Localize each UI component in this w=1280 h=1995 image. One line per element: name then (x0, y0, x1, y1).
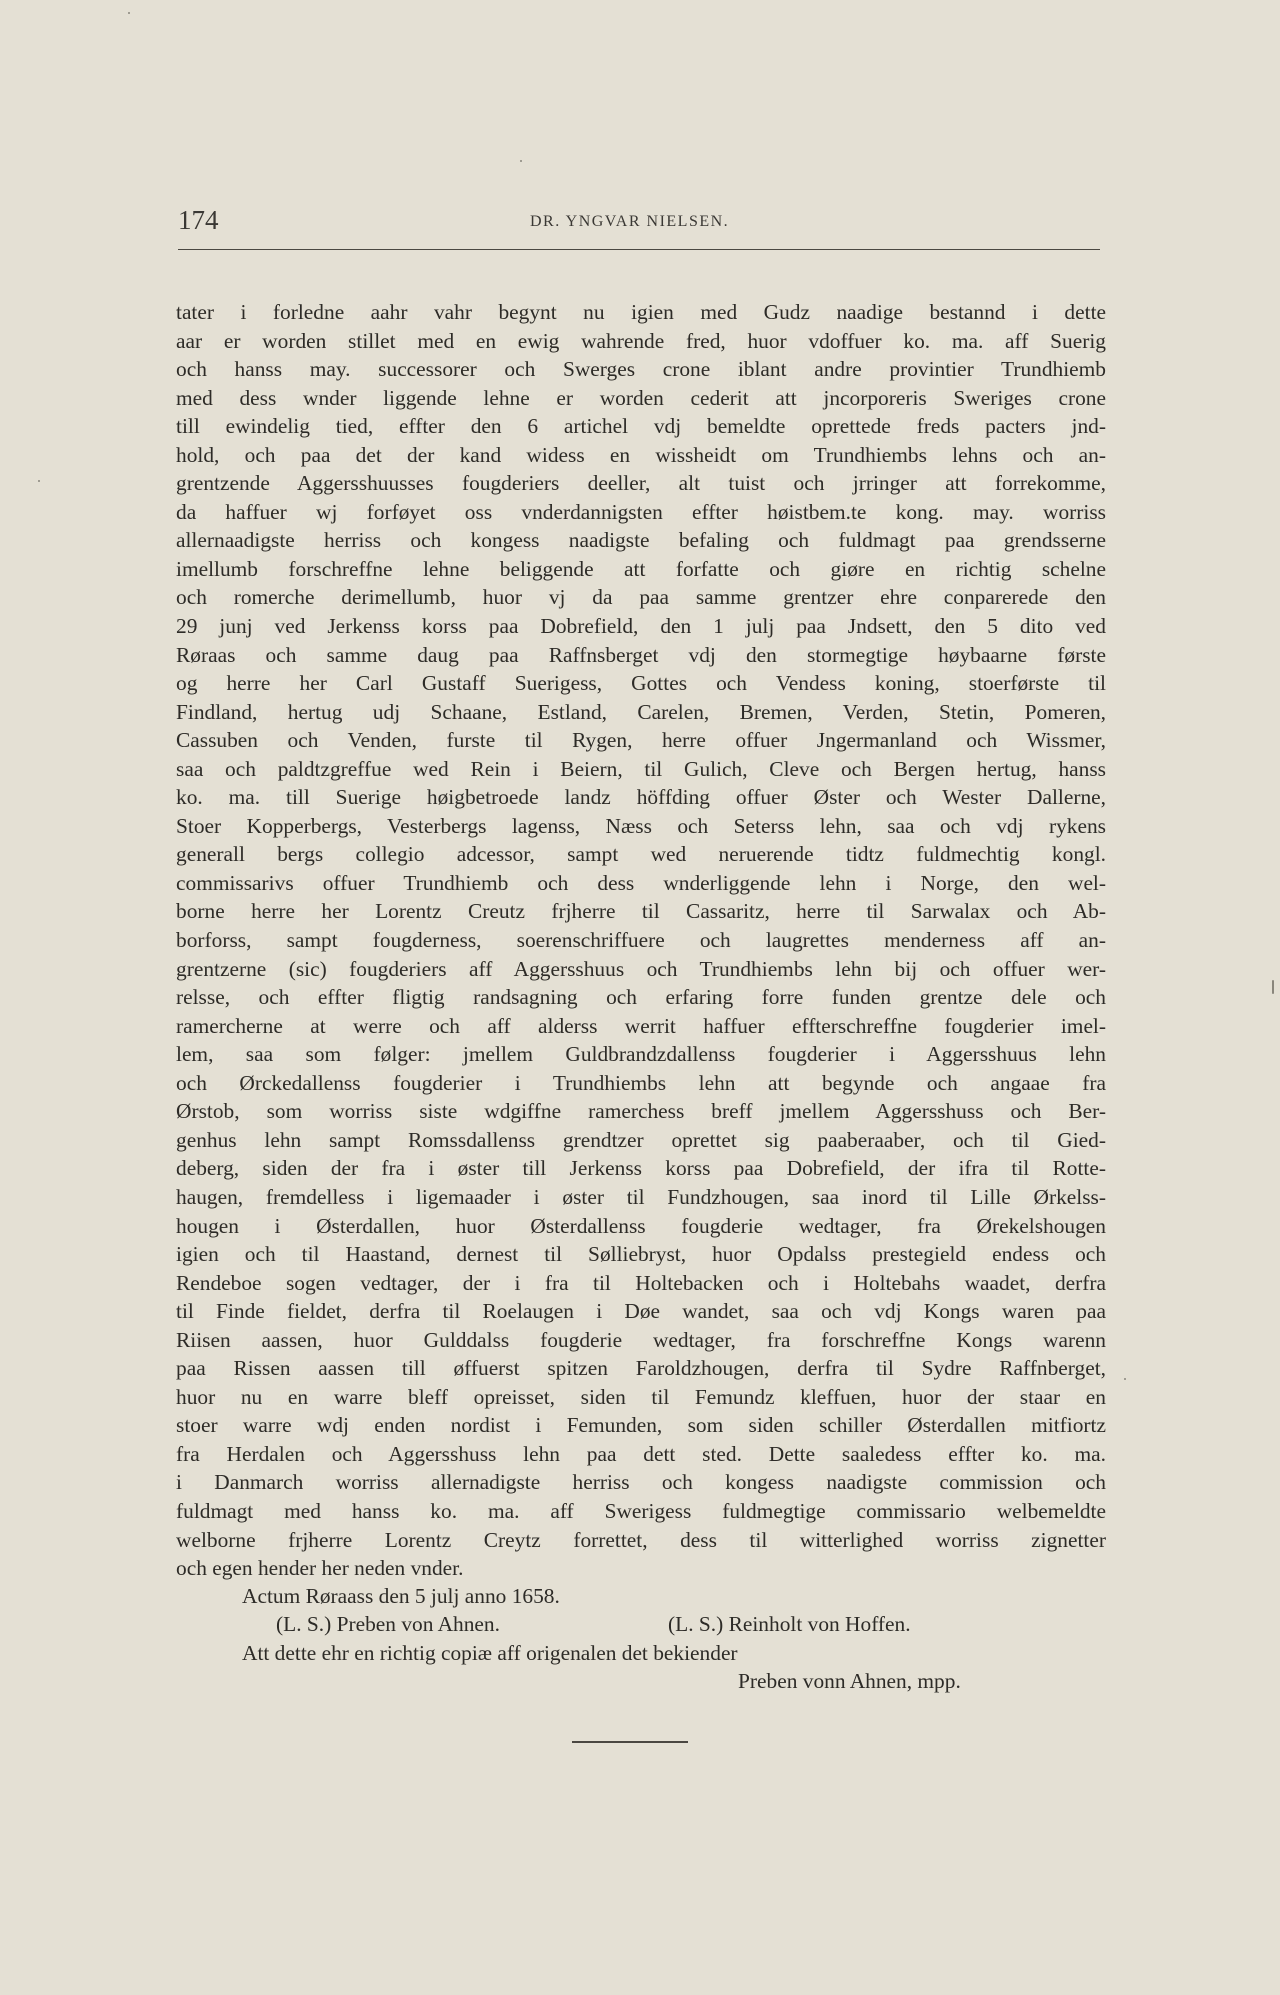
body-line: borforss, sampt fougderness, soerenschriffuere och laugrettes menderness aff an- (176, 928, 1106, 953)
body-line: ramercherne at werre och aff alderss werrit haffuer effterschreffne fougderier imel- (176, 1013, 1106, 1038)
paper-speck (38, 480, 40, 482)
body-line: och Ørckedallenss fougderier i Trundhiembs lehn att begynde och angaae fra (176, 1070, 1106, 1095)
body-line: stoer warre wdj enden nordist i Femunden, som siden schiller Østerdallen mitfiortz (176, 1413, 1106, 1438)
body-line: grentzerne (sic) fougderiers aff Aggersshuus och Trundhiembs lehn bij och offuer wer- (176, 956, 1106, 981)
body-line: Røraas och samme daug paa Raffnsberget vdj den stormegtige høybaarne første (176, 642, 1106, 667)
body-line: hougen i Østerdallen, huor Østerdallenss fougderie wedtager, fra Ørekelshougen (176, 1213, 1106, 1238)
seal-signature-right: (L. S.) Reinholt von Hoffen. (668, 1612, 911, 1636)
body-line: fuldmagt med hanss ko. ma. aff Swerigess fuldmegtige commissario welbemeldte (176, 1498, 1106, 1523)
page-header (178, 205, 1098, 239)
body-line: grentzende Aggersshuusses fougderiers deeller, alt tuist och jrringer att forrekomme, (176, 471, 1106, 496)
attestation-signature: Preben vonn Ahnen, mpp. (738, 1669, 961, 1693)
body-line: relsse, och effter fligtig randsagning och erfaring forre funden grentze dele och (176, 985, 1106, 1010)
body-line: aar er worden stillet med en ewig wahrende fred, huor vdoffuer ko. ma. aff Suerig (176, 328, 1106, 353)
body-line: haugen, fremdelless i ligemaader i øster til Fundzhougen, saa inord til Lille Ørkelss- (176, 1184, 1106, 1209)
body-line: allernaadigste herriss och kongess naadigste befaling och fuldmagt paa grendsserne (176, 528, 1106, 553)
paper-speck (520, 160, 522, 162)
body-line: tater i forledne aahr vahr begynt nu igien med Gudz naadige bestannd i dette (176, 300, 1106, 324)
body-line: welborne frjherre Lorentz Creytz forrettet, dess til witterlighed worriss zignetter (176, 1527, 1106, 1552)
body-line: fra Herdalen och Aggersshuss lehn paa dett sted. Dette saaledess effter ko. ma. (176, 1441, 1106, 1466)
body-line: til Finde fieldet, derfra til Roelaugen i Døe wandet, saa och vdj Kongs waren paa (176, 1299, 1106, 1324)
body-line: 29 junj ved Jerkenss korss paa Dobrefield, den 1 julj paa Jndsett, den 5 dito ved (176, 614, 1106, 639)
paper-speck (128, 12, 130, 14)
body-line: Findland, hertug udj Schaane, Estland, Carelen, Bremen, Verden, Stetin, Pomeren, (176, 699, 1106, 724)
body-line: Riisen aassen, huor Gulddalss fougderie wedtager, fra forschreffne Kongs warenn (176, 1327, 1106, 1352)
body-line: Ørstob, som worriss siste wdgiffne ramerchess breff jmellem Aggersshuss och Ber- (176, 1099, 1106, 1124)
body-line: Rendeboe sogen vedtager, der i fra til Holtebacken och i Holtebahs waadet, derfra (176, 1270, 1106, 1295)
body-line: huor nu en warre bleff opreisset, siden til Femundz kleffuen, huor der staar en (176, 1384, 1106, 1409)
body-line: igien och til Haastand, dernest til Sølliebryst, huor Opdalss prestegield endess och (176, 1242, 1106, 1267)
body-line: och hanss may. successorer och Swerges crone iblant andre provintier Trundhiemb (176, 357, 1106, 382)
body-text (176, 298, 1106, 1583)
paper-speck (1124, 1378, 1126, 1380)
body-line: deberg, siden der fra i øster till Jerkenss korss paa Dobrefield, der ifra til Rotte- (176, 1156, 1106, 1181)
body-line: med dess wnder liggende lehne er worden cederit att jncorporeris Sweriges crone (176, 385, 1106, 410)
body-line: hold, och paa det der kand widess en wissheidt om Trundhiembs lehns och an- (176, 442, 1106, 467)
seal-signature-left: (L. S.) Preben von Ahnen. (276, 1612, 500, 1636)
body-line: generall bergs collegio adcessor, sampt wed neruerende tidtz fuldmechtig kongl. (176, 842, 1106, 867)
paper-speck (1272, 980, 1274, 994)
header-rule (178, 249, 1100, 250)
body-line: imellumb forschreffne lehne beliggende att forfatte och giøre en richtig schelne (176, 556, 1106, 581)
body-line: paa Rissen aassen till øffuerst spitzen Faroldzhougen, derfra til Sydre Raffnberget, (176, 1356, 1106, 1381)
body-line: ko. ma. till Suerige høigbetroede landz höffding offuer Øster och Wester Dallerne, (176, 785, 1106, 810)
body-line: lem, saa som følger: jmellem Guldbrandzdallenss fougderier i Aggersshuus lehn (176, 1042, 1106, 1067)
running-head: DR. YNGVAR NIELSEN. (530, 213, 730, 230)
body-line: och romerche derimellumb, huor vj da paa samme grentzer ehre conparerede den (176, 585, 1106, 610)
body-line: commissarivs offuer Trundhiemb och dess wnderliggende lehn i Norge, den wel- (176, 870, 1106, 895)
attestation-line: Att dette ehr en richtig copiæ aff origenalen det bekiender (242, 1641, 738, 1665)
end-rule (572, 1741, 688, 1743)
body-line: saa och paldtzgreffue wed Rein i Beiern, til Gulich, Cleve och Bergen hertug, hanss (176, 756, 1106, 781)
body-line: Stoer Kopperbergs, Vesterbergs lagenss, Næss och Seterss lehn, saa och vdj rykens (176, 813, 1106, 838)
body-line: och egen hender her neden vnder. (176, 1556, 464, 1581)
body-line: og herre her Carl Gustaff Suerigess, Gottes och Vendess koning, stoerførste til (176, 671, 1106, 696)
body-line: till ewindelig tied, effter den 6 artichel vdj bemeldte oprettede freds pacters jnd- (176, 414, 1106, 439)
body-line: borne herre her Lorentz Creutz frjherre til Cassaritz, herre til Sarwalax och Ab- (176, 899, 1106, 924)
body-line: Cassuben och Venden, furste til Rygen, herre offuer Jngermanland och Wissmer, (176, 728, 1106, 753)
page-number: 174 (178, 205, 219, 235)
body-line: genhus lehn sampt Romssdallenss grendtzer oprettet sig paaberaaber, och til Gied- (176, 1127, 1106, 1152)
body-line: da haffuer wj forføyet oss vnderdannigsten effter høistbem.te kong. may. worriss (176, 499, 1106, 524)
body-line: i Danmarch worriss allernadigste herriss och kongess naadigste commission och (176, 1470, 1106, 1495)
actum-line: Actum Røraass den 5 julj anno 1658. (242, 1584, 560, 1608)
